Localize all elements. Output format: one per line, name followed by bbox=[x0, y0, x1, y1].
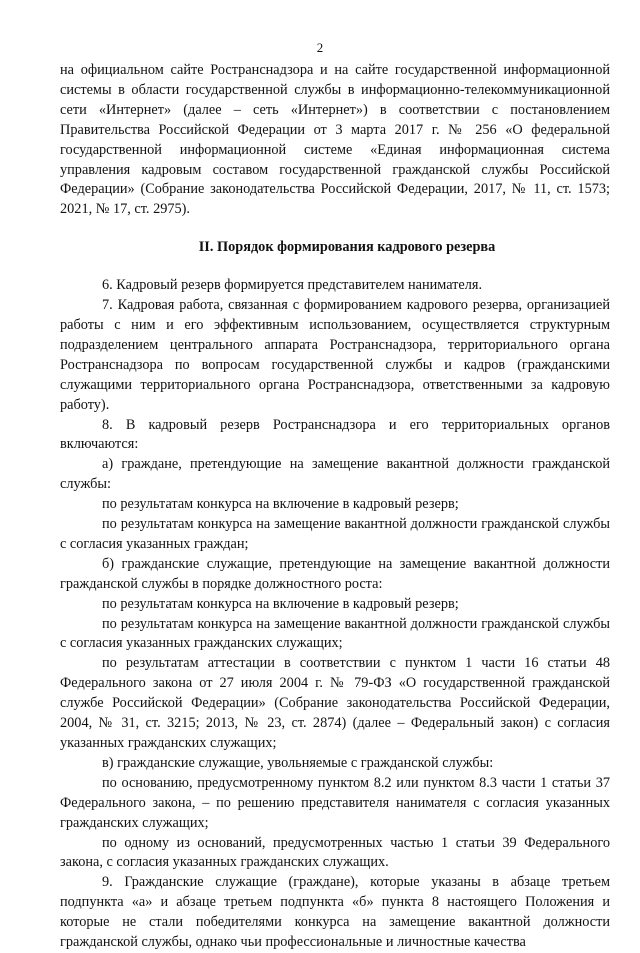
paragraph-item-9: 9. Гражданские служащие (граждане), которые указаны в абзаце третьем подпункта «а» и абзаце третьем подпункта «б» пункта 8 настоящего Положения и которые не стали победителями конкурса на замещение вакантной должности гражданской службы, однако чьи профессиональные и личностные качества bbox=[60, 874, 610, 951]
paragraph-continuation: на официальном сайте Ространснадзора и на сайте государственной информационной системы в области государственной службы в информационно-телекоммуникационной сети «Интернет» (далее – сеть «Интернет») в соответствии с постановлением Правительства Российской Федерации от 3 марта 2017 г. № 256 «О федеральной государственной информационной системе «Единая информационная система управления кадровым составом государственной гражданской службы Российской Федерации» (Собрание законодательства Российской Федерации, 2017, № 11, ст. 1573; 2021, № 17, ст. 2975). bbox=[60, 62, 610, 218]
paragraph-item-7: 7. Кадровая работа, связанная с формированием кадрового резерва, организацией работы с ним и его эффективным использованием, осуществляется структурным подразделением центрального аппарата Ространснадзора, территориального органа Ространснадзора по вопросам государственной службы и кадров (гражданскими служащими территориального органа Ространснадзора, ответственными за кадровую работу). bbox=[60, 297, 610, 413]
subitem-a: а) граждане, претендующие на замещение вакантной должности гражданской службы: bbox=[60, 456, 610, 493]
subitem-b-clause-2: по результатам конкурса на замещение вакантной должности гражданской службы с согласия указанных гражданских служащих; bbox=[60, 615, 610, 652]
subitem-b-clause-1: по результатам конкурса на включение в кадровый резерв; bbox=[102, 595, 459, 612]
subitem-b: б) гражданские служащие, претендующие на замещение вакантной должности гражданской службы в порядке должностного роста: bbox=[60, 555, 610, 592]
subitem-b-clause-3: по результатам аттестации в соответствии с пунктом 1 части 16 статьи 48 Федерального закона от 27 июля 2004 г. № 79-ФЗ «О государственной гражданской службе Российской Федерации» (Собрание законодательства Российской Федерации, 2004, № 31, ст. 3215; 2013, № 23, ст. 2874) (далее – Федеральный закон) с согласия указанных гражданских служащих; bbox=[60, 655, 610, 751]
subitem-a-clause-1: по результатам конкурса на включение в кадровый резерв; bbox=[102, 496, 459, 513]
document-body bbox=[60, 61, 610, 953]
section-heading: II. Порядок формирования кадрового резерва bbox=[198, 239, 496, 256]
subitem-v-clause-1: по основанию, предусмотренному пунктом 8.2 или пунктом 8.3 части 1 статьи 37 Федерального закона, – по решению представителя нанимателя с согласия указанных гражданских служащих; bbox=[60, 774, 610, 831]
subitem-v: в) гражданские служащие, увольняемые с гражданской службы: bbox=[102, 754, 494, 771]
page-number: 2 bbox=[316, 40, 324, 55]
subitem-v-clause-2: по одному из оснований, предусмотренных частью 1 статьи 39 Федерального закона, с согласия указанных гражданских служащих. bbox=[60, 834, 610, 871]
paragraph-item-8: 8. В кадровый резерв Ространснадзора и его территориальных органов включаются: bbox=[60, 416, 610, 453]
subitem-a-clause-2: по результатам конкурса на замещение вакантной должности гражданской службы с согласия указанных граждан; bbox=[60, 516, 610, 552]
paragraph-item-6: 6. Кадровый резерв формируется представителем нанимателя. bbox=[102, 277, 483, 294]
